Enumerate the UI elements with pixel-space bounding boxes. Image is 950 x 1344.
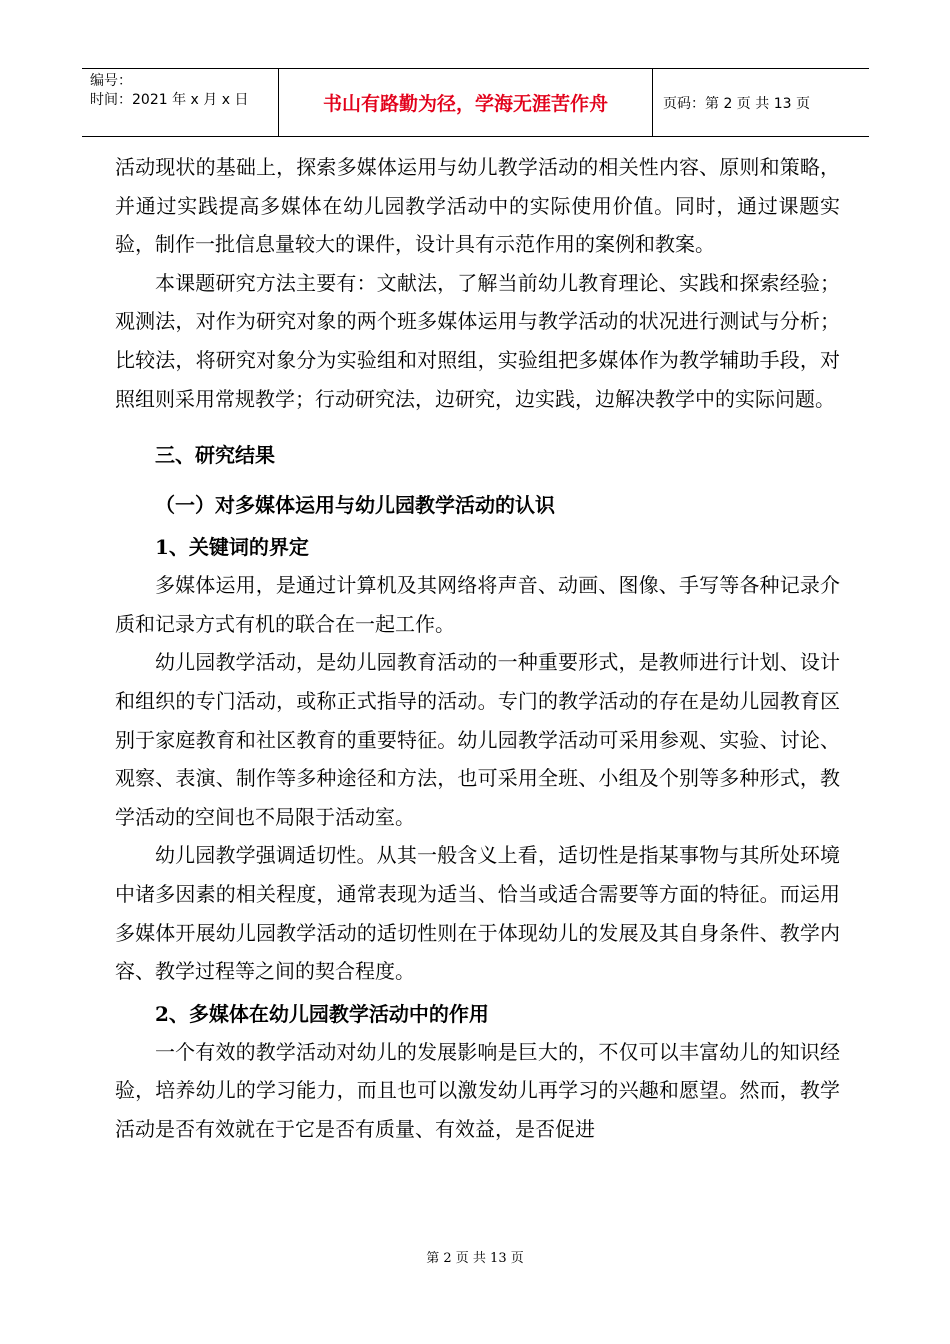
paragraph: 幼儿园教学强调适切性。从其一般含义上看，适切性是指某事物与其所处环境中诸多因素的相关程度，通常表现为适当、恰当或适合需要等方面的特征。而运用多媒体开展幼儿园教学活动的适切性则在于体现幼儿的发展及其自身条件、教学内容、教学过程等之间的契合程度。: [115, 843, 840, 984]
item-heading: 1、关键词的界定: [155, 535, 309, 560]
page-header: [82, 68, 869, 137]
paragraph: 一个有效的教学活动对幼儿的发展影响是巨大的，不仅可以丰富幼儿的知识经验，培养幼儿的学习能力，而且也可以激发幼儿再学习的兴趣和愿望。然而，教学活动是否有效就在于它是否有质量、有效益，是否促进: [115, 1039, 840, 1141]
paragraph: 本课题研究方法主要有：文献法，了解当前幼儿教育理论、实践和探索经验；观测法，对作为研究对象的两个班多媒体运用与教学活动的状况进行测试与分析；比较法，将研究对象分为实验组和对照组，实验组把多媒体作为教学辅助手段，对照组则采用常规教学；行动研究法，边研究，边实践，边解决教学中的实际问题。: [115, 270, 840, 411]
document-number-label: 编号：: [90, 73, 132, 89]
header-motto: 书山有路勤为径，学海无涯苦作舟: [279, 69, 653, 136]
page-footer: 第 2 页 共 13 页: [426, 1251, 524, 1266]
document-date-label: 时间：2021 年 x 月 x 日: [90, 92, 249, 108]
subsection-heading: （一）对多媒体运用与幼儿园教学活动的认识: [155, 493, 555, 518]
header-page-info: 页码：第 2 页 共 13 页: [663, 95, 810, 112]
paragraph: 活动现状的基础上，探索多媒体运用与幼儿教学活动的相关性内容、原则和策略，并通过实践提高多媒体在幼儿园教学活动中的实际使用价值。同时，通过课题实验，制作一批信息量较大的课件，设计具有示范作用的案例和教案。: [115, 155, 840, 257]
paragraph: 幼儿园教学活动，是幼儿园教育活动的一种重要形式，是教师进行计划、设计和组织的专门活动，或称正式指导的活动。专门的教学活动的存在是幼儿园教育区别于家庭教育和社区教育的重要特征。幼儿园教学活动可采用参观、实验、讨论、观察、表演、制作等多种途径和方法，也可采用全班、小组及个别等多种形式，教学活动的空间也不局限于活动室。: [115, 650, 840, 829]
header-meta: [82, 69, 279, 136]
document-body: [115, 148, 840, 1148]
paragraph: 多媒体运用，是通过计算机及其网络将声音、动画、图像、手写等各种记录介质和记录方式有机的联合在一起工作。: [115, 573, 840, 636]
item-heading: 2、多媒体在幼儿园教学活动中的作用: [155, 1001, 489, 1026]
section-heading: 三、研究结果: [155, 443, 275, 468]
